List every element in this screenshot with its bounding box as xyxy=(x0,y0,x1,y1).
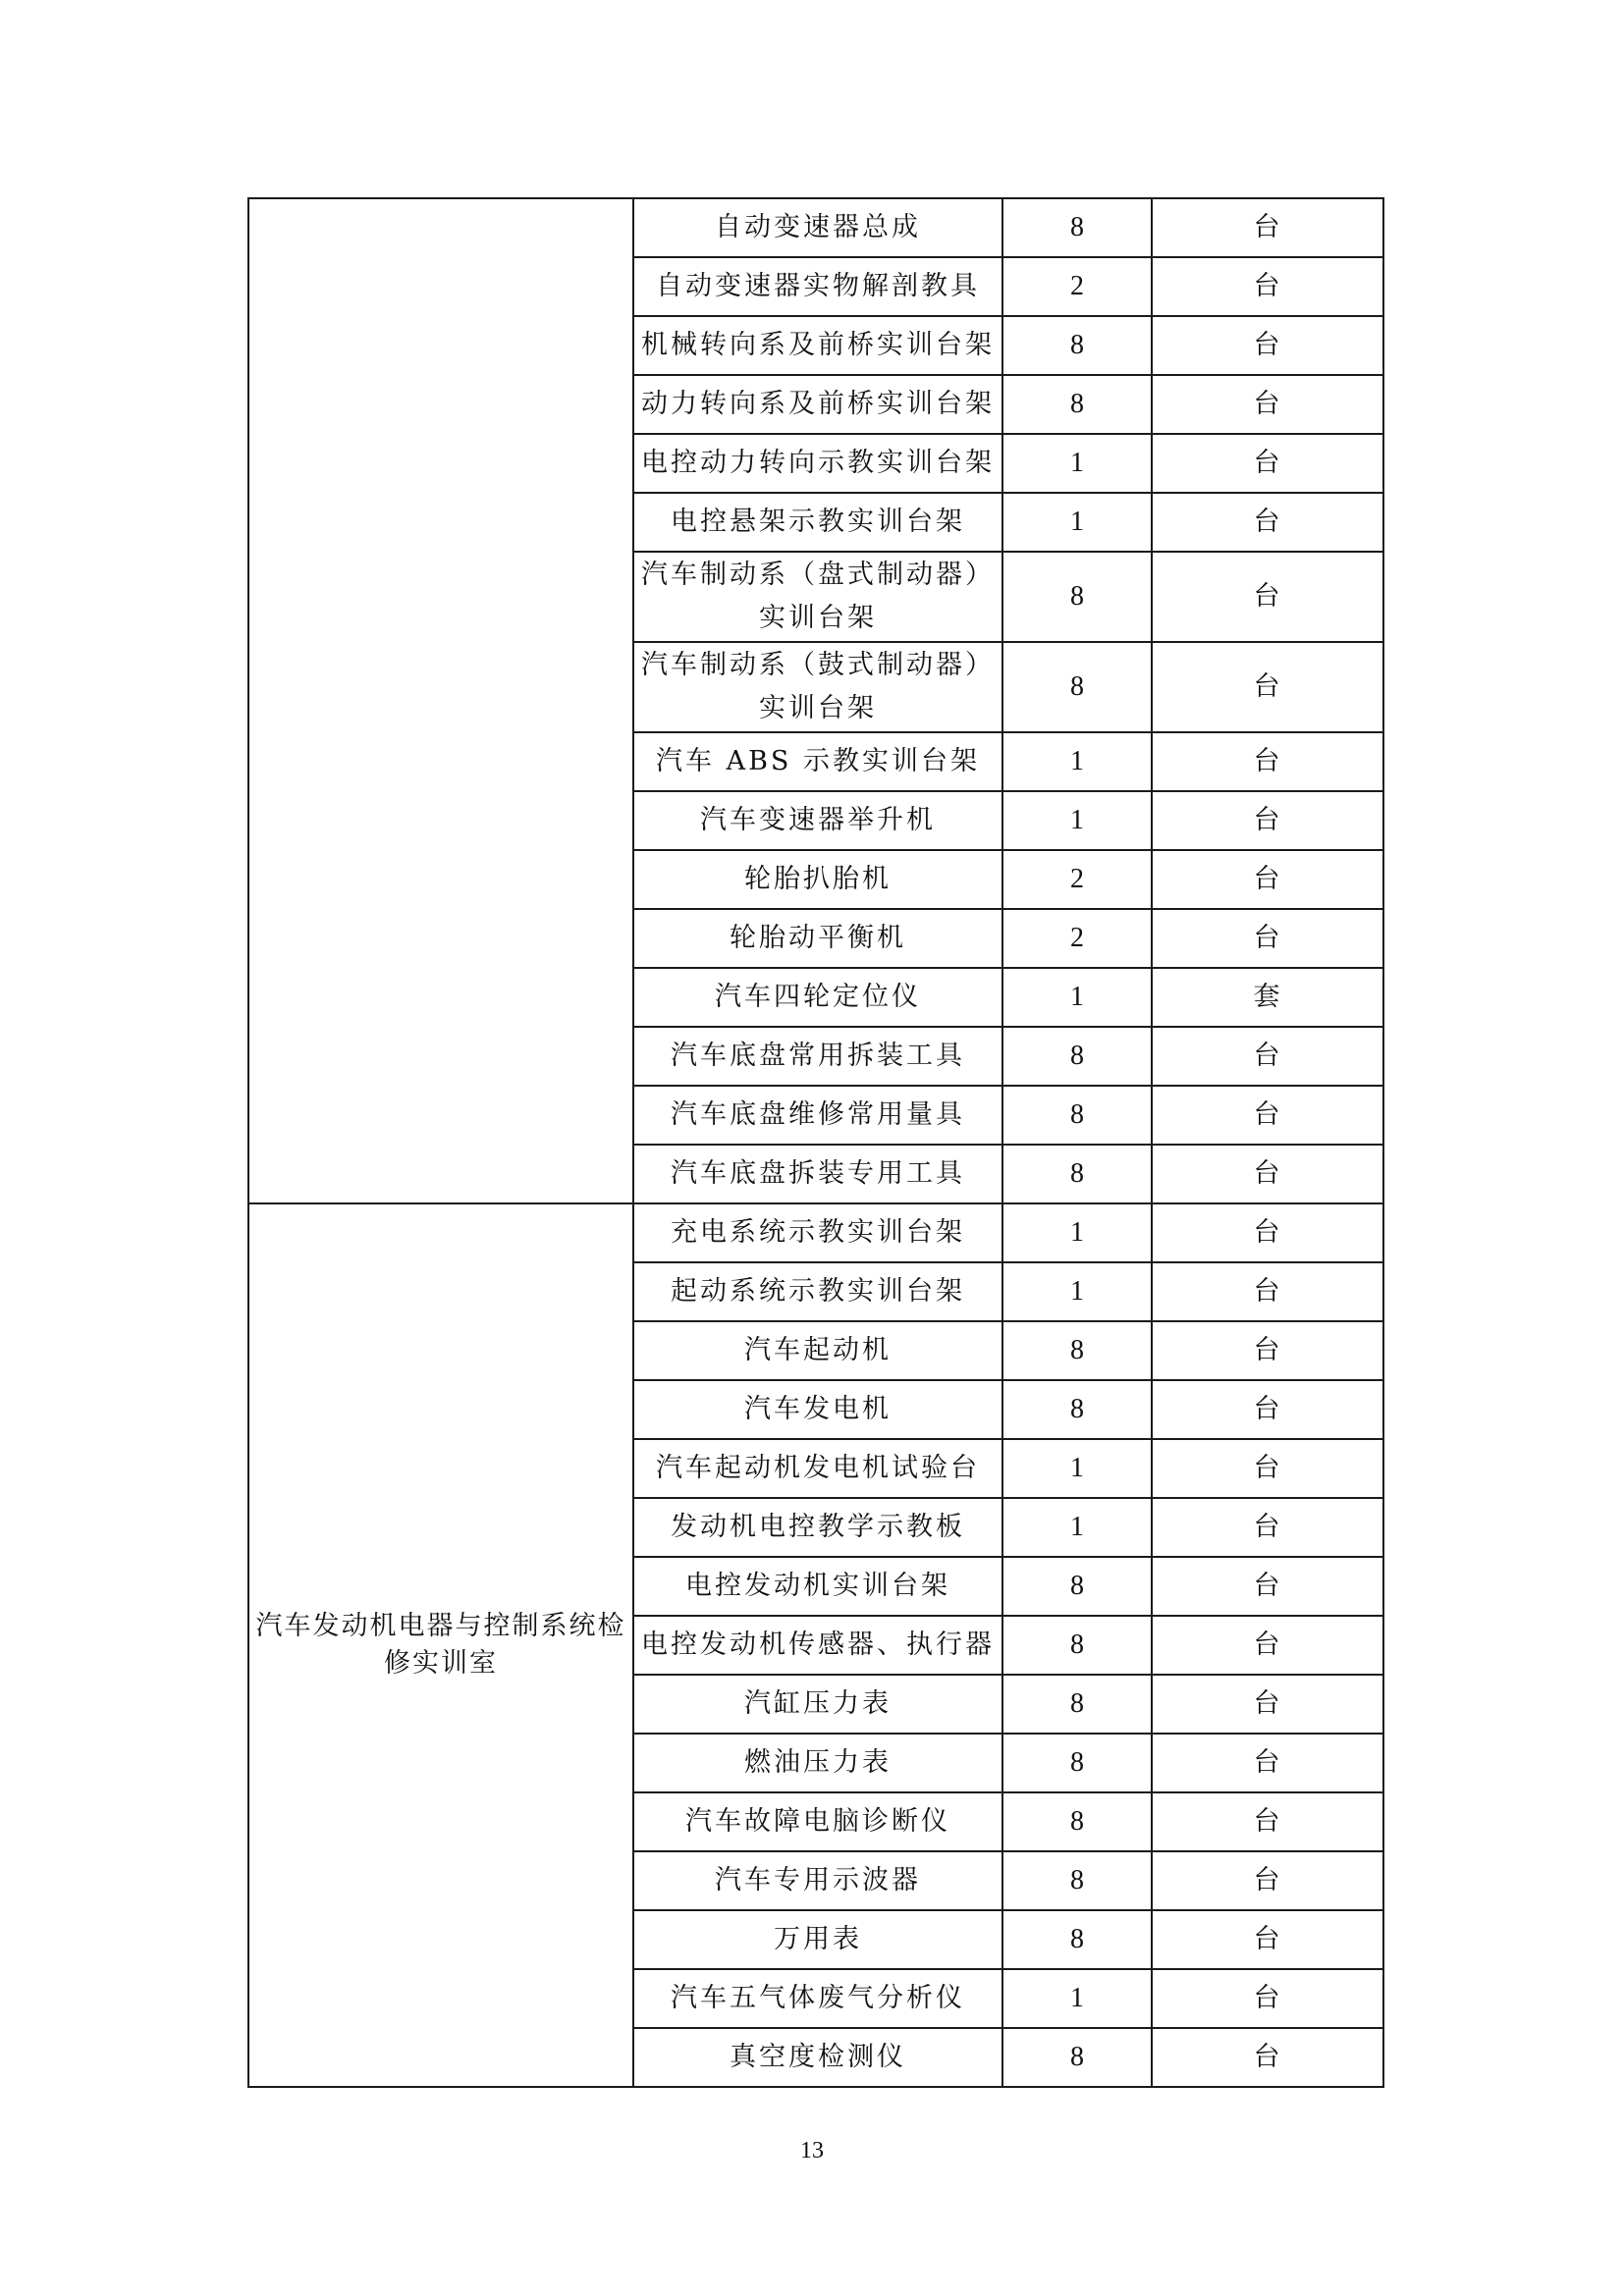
quantity-cell: 1 xyxy=(1002,493,1152,552)
unit-cell: 台 xyxy=(1152,1380,1383,1439)
quantity-cell: 8 xyxy=(1002,1851,1152,1910)
room-name-cell: 汽车发动机电器与控制系统检修实训室 xyxy=(248,1203,633,2087)
equipment-name-cell: 电控发动机传感器、执行器 xyxy=(633,1616,1002,1675)
unit-cell: 台 xyxy=(1152,909,1383,968)
table-row xyxy=(248,198,1383,257)
quantity-cell: 8 xyxy=(1002,1910,1152,1969)
unit-cell: 台 xyxy=(1152,1498,1383,1557)
quantity-cell: 8 xyxy=(1002,2028,1152,2087)
unit-cell: 台 xyxy=(1152,493,1383,552)
quantity-cell: 8 xyxy=(1002,1675,1152,1734)
equipment-name-cell: 电控发动机实训台架 xyxy=(633,1557,1002,1616)
quantity-cell: 1 xyxy=(1002,968,1152,1027)
quantity-cell: 1 xyxy=(1002,791,1152,850)
equipment-name-cell: 充电系统示教实训台架 xyxy=(633,1203,1002,1262)
equipment-table xyxy=(247,197,1384,2088)
table-row xyxy=(248,1203,1383,1262)
equipment-name-cell: 轮胎动平衡机 xyxy=(633,909,1002,968)
quantity-cell: 1 xyxy=(1002,434,1152,493)
equipment-name-cell: 电控悬架示教实训台架 xyxy=(633,493,1002,552)
unit-cell: 台 xyxy=(1152,1851,1383,1910)
quantity-cell: 8 xyxy=(1002,1145,1152,1203)
equipment-name-cell: 汽车专用示波器 xyxy=(633,1851,1002,1910)
quantity-cell: 8 xyxy=(1002,1321,1152,1380)
equipment-name-cell: 动力转向系及前桥实训台架 xyxy=(633,375,1002,434)
unit-cell: 台 xyxy=(1152,552,1383,642)
unit-cell: 台 xyxy=(1152,1734,1383,1792)
equipment-name-cell: 汽缸压力表 xyxy=(633,1675,1002,1734)
equipment-name-cell: 汽车制动系（盘式制动器）实训台架 xyxy=(633,552,1002,642)
equipment-name-cell: 汽车四轮定位仪 xyxy=(633,968,1002,1027)
unit-cell: 台 xyxy=(1152,642,1383,732)
unit-cell: 台 xyxy=(1152,1616,1383,1675)
quantity-cell: 8 xyxy=(1002,1792,1152,1851)
unit-cell: 台 xyxy=(1152,1145,1383,1203)
equipment-name-cell: 汽车制动系（鼓式制动器）实训台架 xyxy=(633,642,1002,732)
unit-cell: 台 xyxy=(1152,1675,1383,1734)
equipment-name-cell: 轮胎扒胎机 xyxy=(633,850,1002,909)
equipment-name-cell: 燃油压力表 xyxy=(633,1734,1002,1792)
quantity-cell: 8 xyxy=(1002,552,1152,642)
equipment-name-cell: 汽车起动机 xyxy=(633,1321,1002,1380)
room-name-cell xyxy=(248,198,633,1203)
equipment-name-cell: 万用表 xyxy=(633,1910,1002,1969)
unit-cell: 台 xyxy=(1152,375,1383,434)
unit-cell: 台 xyxy=(1152,316,1383,375)
quantity-cell: 1 xyxy=(1002,732,1152,791)
equipment-table-body xyxy=(248,198,1383,2087)
unit-cell: 台 xyxy=(1152,1792,1383,1851)
quantity-cell: 8 xyxy=(1002,642,1152,732)
equipment-name-cell: 汽车底盘拆装专用工具 xyxy=(633,1145,1002,1203)
unit-cell: 台 xyxy=(1152,850,1383,909)
equipment-name-cell: 机械转向系及前桥实训台架 xyxy=(633,316,1002,375)
quantity-cell: 1 xyxy=(1002,1498,1152,1557)
unit-cell: 台 xyxy=(1152,1910,1383,1969)
unit-cell: 台 xyxy=(1152,2028,1383,2087)
unit-cell: 台 xyxy=(1152,1439,1383,1498)
quantity-cell: 2 xyxy=(1002,850,1152,909)
unit-cell: 套 xyxy=(1152,968,1383,1027)
equipment-name-cell: 汽车底盘常用拆装工具 xyxy=(633,1027,1002,1086)
unit-cell: 台 xyxy=(1152,1203,1383,1262)
equipment-name-cell: 自动变速器实物解剖教具 xyxy=(633,257,1002,316)
quantity-cell: 1 xyxy=(1002,1439,1152,1498)
quantity-cell: 8 xyxy=(1002,375,1152,434)
unit-cell: 台 xyxy=(1152,198,1383,257)
equipment-name-cell: 汽车故障电脑诊断仪 xyxy=(633,1792,1002,1851)
quantity-cell: 8 xyxy=(1002,1557,1152,1616)
equipment-name-cell: 真空度检测仪 xyxy=(633,2028,1002,2087)
quantity-cell: 8 xyxy=(1002,1616,1152,1675)
quantity-cell: 8 xyxy=(1002,1027,1152,1086)
unit-cell: 台 xyxy=(1152,257,1383,316)
unit-cell: 台 xyxy=(1152,732,1383,791)
unit-cell: 台 xyxy=(1152,434,1383,493)
quantity-cell: 1 xyxy=(1002,1969,1152,2028)
equipment-name-cell: 汽车五气体废气分析仪 xyxy=(633,1969,1002,2028)
equipment-name-cell: 起动系统示教实训台架 xyxy=(633,1262,1002,1321)
unit-cell: 台 xyxy=(1152,1086,1383,1145)
unit-cell: 台 xyxy=(1152,1557,1383,1616)
equipment-name-cell: 汽车底盘维修常用量具 xyxy=(633,1086,1002,1145)
equipment-name-cell: 自动变速器总成 xyxy=(633,198,1002,257)
quantity-cell: 8 xyxy=(1002,198,1152,257)
quantity-cell: 8 xyxy=(1002,1086,1152,1145)
quantity-cell: 8 xyxy=(1002,1380,1152,1439)
unit-cell: 台 xyxy=(1152,791,1383,850)
quantity-cell: 2 xyxy=(1002,257,1152,316)
unit-cell: 台 xyxy=(1152,1262,1383,1321)
equipment-name-cell: 发动机电控教学示教板 xyxy=(633,1498,1002,1557)
equipment-name-cell: 汽车起动机发电机试验台 xyxy=(633,1439,1002,1498)
quantity-cell: 1 xyxy=(1002,1262,1152,1321)
unit-cell: 台 xyxy=(1152,1027,1383,1086)
quantity-cell: 2 xyxy=(1002,909,1152,968)
quantity-cell: 1 xyxy=(1002,1203,1152,1262)
equipment-name-cell: 电控动力转向示教实训台架 xyxy=(633,434,1002,493)
equipment-name-cell: 汽车变速器举升机 xyxy=(633,791,1002,850)
unit-cell: 台 xyxy=(1152,1969,1383,2028)
quantity-cell: 8 xyxy=(1002,1734,1152,1792)
quantity-cell: 8 xyxy=(1002,316,1152,375)
equipment-name-cell: 汽车 ABS 示教实训台架 xyxy=(633,732,1002,791)
page-number: 13 xyxy=(800,2138,824,2163)
unit-cell: 台 xyxy=(1152,1321,1383,1380)
equipment-name-cell: 汽车发电机 xyxy=(633,1380,1002,1439)
